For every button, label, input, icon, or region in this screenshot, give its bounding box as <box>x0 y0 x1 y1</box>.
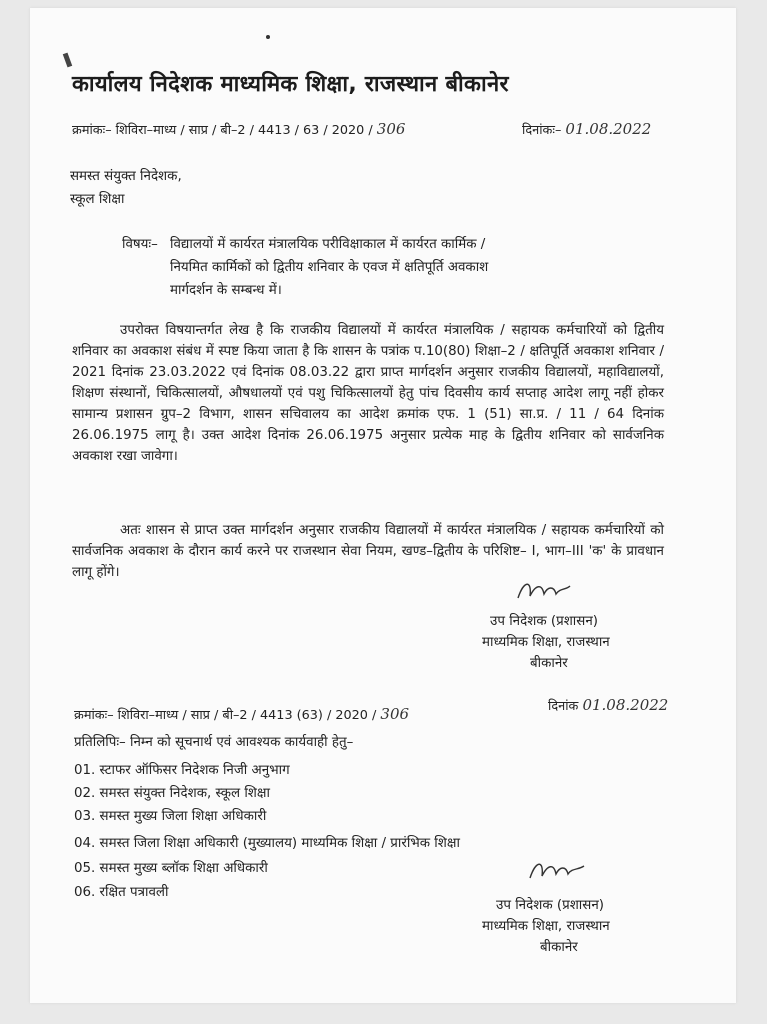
ref-handwritten: 306 <box>376 120 406 138</box>
office-title: कार्यालय निदेशक माध्यमिक शिक्षा, राजस्थान बीकानेर <box>72 72 509 97</box>
copy-list-item: 03. समस्त मुख्य जिला शिक्षा अधिकारी <box>74 809 267 824</box>
document-page <box>30 8 736 1003</box>
signature-block-2 <box>482 895 610 958</box>
ref-date: दिनांकः– 01.08.2022 <box>522 120 652 138</box>
copy-date-handwritten: 01.08.2022 <box>582 696 669 714</box>
copy-list-item: 05. समस्त मुख्य ब्लॉक शिक्षा अधिकारी <box>74 861 268 876</box>
sig1-department: माध्यमिक शिक्षा, राजस्थान <box>482 635 610 650</box>
copy-list-item: 06. रक्षित पत्रावली <box>74 885 169 900</box>
copy-list-item: 04. समस्त जिला शिक्षा अधिकारी (मुख्यालय) माध्यमिक शिक्षा / प्रारंभिक शिक्षा <box>74 836 460 851</box>
subject-line2: नियमित कार्मिकों को द्वितीय शनिवार के एवज में क्षतिपूर्ति अवकाश <box>170 260 489 275</box>
subject-label: विषयः– <box>122 237 158 252</box>
signature-1 <box>514 576 574 606</box>
sig2-department: माध्यमिक शिक्षा, राजस्थान <box>482 919 610 934</box>
copy-date: दिनांक 01.08.2022 <box>548 696 669 714</box>
ref-number: क्रमांकः– शिविरा–माध्य / साप्र / बी–2 / 4413 / 63 / 2020 / 306 <box>72 120 406 138</box>
sig2-designation: उप निदेशक (प्रशासन) <box>496 898 604 913</box>
signature-block-1 <box>482 611 610 674</box>
date-handwritten: 01.08.2022 <box>565 120 652 138</box>
addressee-line2: स्कूल शिक्षा <box>70 192 125 207</box>
body-paragraph-2: अतः शासन से प्राप्त उक्त मार्गदर्शन अनुसार राजकीय विद्यालयों में कार्यरत मंत्रालयिक / सहायक कर्मचारियों को सार्वजनिक अवकाश के दौरान कार्य करने पर राजस्थान सेवा नियम, खण्ड–द्वितीय के परिशिष्ट– I, भाग–III 'क' के प्रावधान लागू होंगे। <box>72 523 664 580</box>
copy-list-item: 01. स्टाफर ऑफिसर निदेशक निजी अनुभाग <box>74 763 290 778</box>
body-paragraph-1: उपरोक्त विषयान्तर्गत लेख है कि राजकीय विद्यालयों में कार्यरत मंत्रालयिक / सहायक कर्मचारियों को द्वितीय शनिवार का अवकाश संबंध में स्पष्ट किया जाता है कि शासन के पत्रांक प.10(80) शिक्षा–2 / क्षतिपूर्ति अवकाश शनिवार / 2021 दिनांक 23.03.2022 एवं दिनांक 08.03.22 द्वारा प्राप्त मार्गदर्शन अनुसार राजकीय विद्यालयों, महाविद्यालयों, शिक्षण संस्थानों, चिकित्सालयों, औषधालयों एवं पशु चिकित्सालयों हेतु पांच दिवसीय कार्य सप्ताह आदेश लागू नहीं होकर सामान्य प्रशासन ग्रुप–2 विभाग, शासन सचिवालय का आदेश क्रमांक एफ. 1 (51) सा.प्र. / 11 / 64 दिनांक 26.06.1975 लागू है। उक्त आदेश दिनांक 26.06.1975 अनुसार प्रत्येक माह के द्वितीय शनिवार को सार्वजनिक अवकाश रखा जावेगा। <box>72 323 664 464</box>
signature-2 <box>526 856 588 886</box>
sig1-place: बीकानेर <box>530 656 568 671</box>
sig2-place: बीकानेर <box>540 940 578 955</box>
copy-ref-number: क्रमांकः– शिविरा–माध्य / साप्र / बी–2 / 4413 (63) / 2020 / 306 <box>74 705 410 723</box>
ink-mark <box>63 53 72 68</box>
ink-dot <box>266 35 270 39</box>
subject-line3: मार्गदर्शन के सम्बन्ध में। <box>170 283 282 298</box>
subject-line1: विद्यालयों में कार्यरत मंत्रालयिक परीविक्षाकाल में कार्यरत कार्मिक / <box>170 237 486 252</box>
sig1-designation: उप निदेशक (प्रशासन) <box>490 614 598 629</box>
copy-intro: प्रतिलिपिः– निम्न को सूचनार्थ एवं आवश्यक कार्यवाही हेतु– <box>74 735 354 750</box>
copy-ref-handwritten: 306 <box>380 705 410 723</box>
addressee-line1: समस्त संयुक्त निदेशक, <box>70 169 182 184</box>
copy-list-item: 02. समस्त संयुक्त निदेशक, स्कूल शिक्षा <box>74 786 270 801</box>
